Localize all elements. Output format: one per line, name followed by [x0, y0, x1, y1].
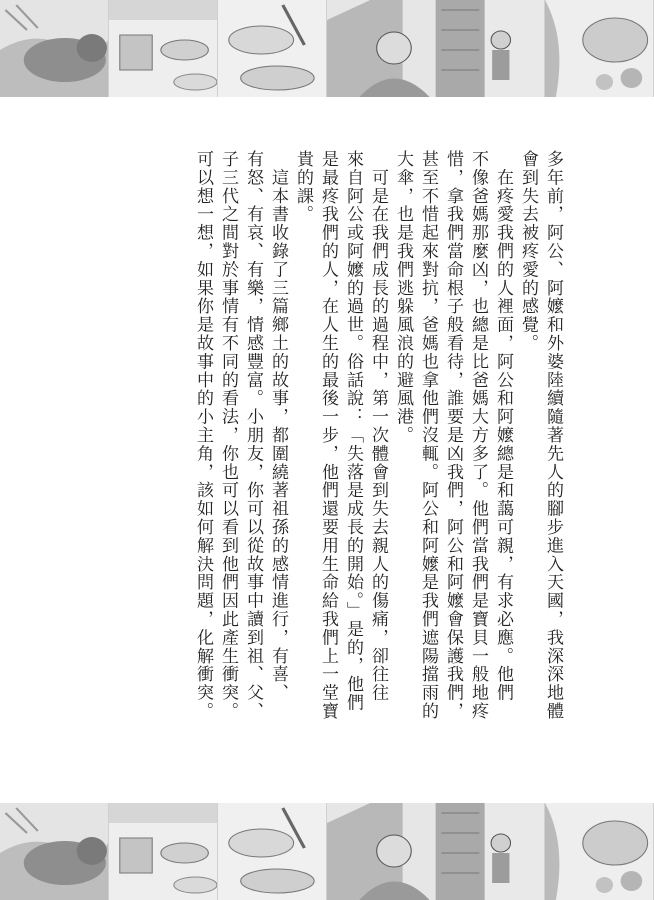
paragraph-3: 可是在我們成長的過程中，第一次體會到失去親人的傷痛，卻往往 來自阿公或阿嬤的過世。俗話說：「失落是成長的開始。」是的，他們 是最疼我們的人，在人生的最後一步，他們還要用生命給我們上一堂寶 貴的課。 — [293, 150, 388, 721]
illustration-panel-man — [327, 803, 436, 900]
illustration-panel-children — [436, 0, 545, 97]
illustration-panel-children — [436, 803, 545, 900]
illustration-panel-tree — [545, 0, 654, 97]
illustration-panel-table — [109, 0, 218, 97]
illustration-panel-table — [109, 803, 218, 900]
illustration-panel-dog — [0, 0, 109, 97]
illustration-panel-bowls — [218, 803, 327, 900]
paragraph-1: 多年前，阿公、阿嬤和外婆陸續隨著先人的腳步進入天國，我深深地體 會到失去被疼愛的感覺。 — [518, 150, 563, 721]
bottom-illustration-strip — [0, 803, 654, 900]
illustration-panel-tree — [545, 803, 654, 900]
paragraph-4: 這本書收錄了三篇鄉土的故事，都圍繞著祖孫的感情進行，有喜、 有怒、有哀、有樂，情感豐富。小朋友，你可以從故事中讀到祖、父、 子三代之間對於事情有不同的看法，你也可以看到他們因此產生衝突。 可以想一想，如果你是故事中的小主角，該如何解決問題，化解衝突。 — [193, 150, 288, 721]
illustration-panel-bowls — [218, 0, 327, 97]
illustration-panel-dog — [0, 803, 109, 900]
preface-text — [95, 150, 565, 765]
paragraph-2: 在疼愛我們的人裡面，阿公和阿嬤總是和藹可親，有求必應。他們 不像爸媽那麼凶，也總是比爸媽大方多了。他們當我們是寶貝一般地疼 惜，拿我們當命根子般看待，誰要是凶我們，阿公和阿嬤會保護我們， 甚至不惜起來對抗，爸媽也拿他們沒輒。阿公和阿嬤是我們遮陽擋雨的 大傘，也是我們逃躲風浪的避風港。 — [393, 150, 513, 721]
illustration-panel-man — [327, 0, 436, 97]
top-illustration-strip — [0, 0, 654, 97]
